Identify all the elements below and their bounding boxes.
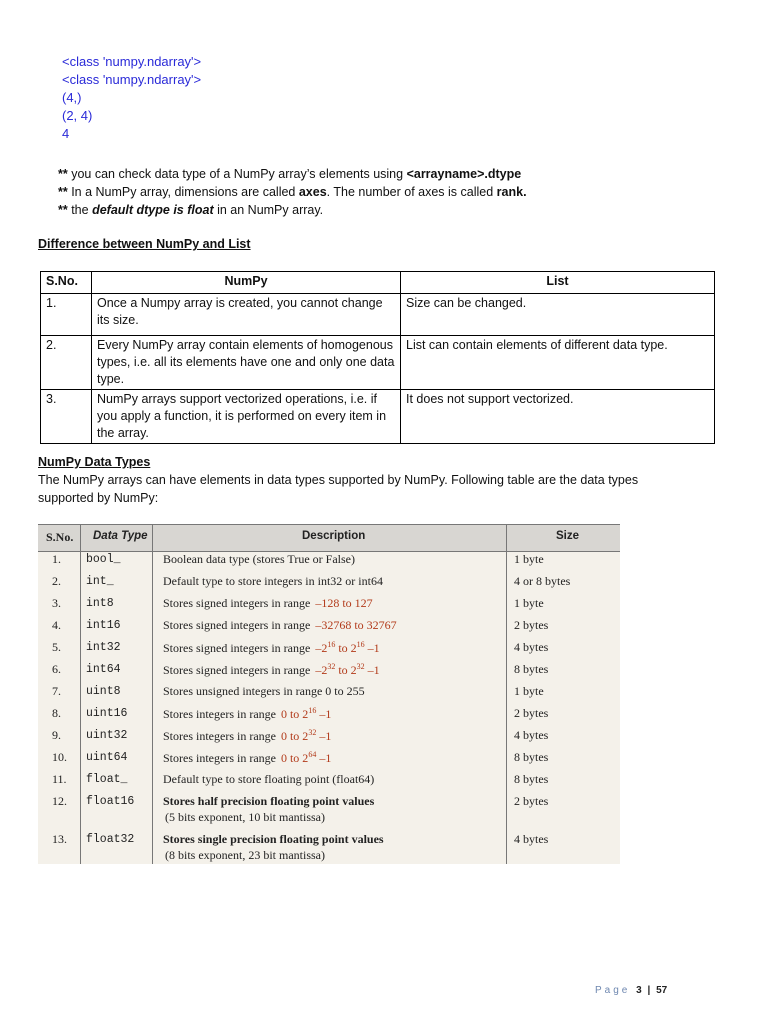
section-heading: NumPy Data Types	[38, 455, 151, 469]
dtype-header-sno: S.No.	[46, 530, 74, 544]
dtype-size: 4 bytes	[514, 640, 549, 654]
output-line: <class 'numpy.ndarray'>	[62, 54, 202, 69]
note-dtype: ** you can check data type of a NumPy array’s elements using <arrayname>.dtype	[58, 167, 522, 181]
dtype-sno: 9.	[52, 728, 61, 742]
dtype-size: 4 or 8 bytes	[514, 574, 571, 588]
dtype-name: uint64	[86, 751, 128, 764]
dtype-sno: 13.	[52, 832, 67, 846]
notes	[58, 165, 527, 219]
dtype-name: int32	[86, 641, 121, 654]
table-cell: List can contain elements of different data type.	[401, 336, 715, 390]
header-cell: NumPy	[92, 272, 401, 294]
output-line: <class 'numpy.ndarray'>	[62, 72, 202, 87]
dtype-name: int_	[86, 575, 114, 588]
table-cell: Every NumPy array contain elements of homogenous types, i.e. all its elements have one and only one data type.	[92, 336, 401, 390]
output-line: (2, 4)	[62, 108, 93, 123]
note-axes: ** In a NumPy array, dimensions are called axes. The number of axes is called rank.	[58, 185, 527, 199]
table-header-row	[41, 272, 715, 294]
comparison-table	[40, 271, 715, 444]
dtype-range: $-2^{16}$ to $2^{16}$ –1	[315, 640, 380, 655]
table-row	[41, 336, 715, 390]
dtype-sno: 3.	[52, 596, 61, 610]
dtype-sno: 11.	[52, 772, 67, 786]
dtype-size: 1 byte	[514, 596, 544, 610]
dtype-name: bool_	[86, 553, 121, 566]
dtype-description: Stores signed integers in range $-2^{16}$ to $2^{16}$ –1	[163, 640, 380, 655]
dtype-sno: 2.	[52, 574, 61, 588]
section-heading: Difference between NumPy and List	[38, 237, 251, 251]
dtype-name: int64	[86, 663, 121, 676]
dtype-sno: 8.	[52, 706, 61, 720]
table-cell: 1.	[41, 294, 92, 336]
dtype-name: uint32	[86, 729, 128, 742]
dtype-name: int8	[86, 597, 114, 610]
table-cell: NumPy arrays support vectorized operations, i.e. if you apply a function, it is performed on every item in the array.	[92, 390, 401, 444]
dtype-description: Stores signed integers in range –128 to 127	[163, 596, 373, 610]
dtype-sno: 1.	[52, 552, 61, 566]
dtype-header-size: Size	[556, 530, 580, 542]
code-output	[62, 53, 201, 143]
dtype-sno: 10.	[52, 750, 67, 764]
dtype-size: 1 byte	[514, 552, 544, 566]
dtype-description: Stores signed integers in range –32768 to 32767	[163, 618, 397, 632]
table-row	[41, 294, 715, 336]
dtype-description: Stores integers in range 0 to $2^{32}$ –1	[163, 728, 332, 743]
dtype-header-description: Description	[302, 530, 366, 542]
dtype-name: int16	[86, 619, 121, 632]
dtype-name: uint8	[86, 685, 121, 698]
dtype-header-type: Data Type	[93, 530, 148, 542]
note-default-dtype: ** the default dtype is float in an NumPy array.	[58, 203, 324, 217]
dtype-range: –32768 to 32767	[315, 618, 397, 632]
table-row	[41, 390, 715, 444]
table-cell: 2.	[41, 336, 92, 390]
page-footer: Page 3 | 57	[595, 985, 668, 996]
dtype-description: Stores integers in range 0 to $2^{64}$ –1	[163, 750, 332, 765]
dtype-name: float_	[86, 773, 128, 786]
dtype-description: Stores single precision floating point values	[163, 832, 384, 846]
output-line: 4	[62, 126, 70, 141]
dtype-range: $-2^{32}$ to $2^{32}$ –1	[315, 662, 380, 677]
section-intro: The NumPy arrays can have elements in data types supported by NumPy. Following table are the data types supported by NumPy:	[38, 473, 639, 505]
dtype-range: 0 to $2^{16}$ –1	[280, 706, 332, 721]
dtype-size: 8 bytes	[514, 772, 549, 786]
dtype-sno: 6.	[52, 662, 61, 676]
dtype-name: uint16	[86, 707, 128, 720]
header-cell: List	[401, 272, 715, 294]
dtype-name: float16	[86, 795, 135, 808]
dtype-description-detail: (8 bits exponent, 23 bit mantissa)	[165, 848, 325, 862]
dtype-description: Stores signed integers in range $-2^{32}$ to $2^{32}$ –1	[163, 662, 380, 677]
dtype-range: 0 to $2^{64}$ –1	[280, 750, 332, 765]
dtype-size: 1 byte	[514, 684, 544, 698]
dtype-size: 2 bytes	[514, 794, 549, 808]
dtype-name: float32	[86, 833, 135, 846]
table-cell: Size can be changed.	[401, 294, 715, 336]
table-cell: It does not support vectorized.	[401, 390, 715, 444]
column-divider	[152, 524, 153, 864]
dtype-size: 2 bytes	[514, 706, 549, 720]
dtype-description: Default type to store integers in int32 or int64	[163, 574, 383, 588]
dtype-range: –128 to 127	[315, 596, 373, 610]
dtype-description: Stores integers in range 0 to $2^{16}$ –1	[163, 706, 332, 721]
dtype-description-detail: (5 bits exponent, 10 bit mantissa)	[165, 810, 325, 824]
dtype-sno: 12.	[52, 794, 67, 808]
dtype-description: Default type to store floating point (float64)	[163, 772, 375, 786]
dtype-size: 2 bytes	[514, 618, 549, 632]
dtype-sno: 5.	[52, 640, 61, 654]
dtype-sno: 4.	[52, 618, 61, 632]
dtype-size: 8 bytes	[514, 662, 549, 676]
dtype-size: 4 bytes	[514, 728, 549, 742]
dtype-sno: 7.	[52, 684, 61, 698]
column-divider	[506, 524, 507, 864]
dtype-table-image	[38, 524, 620, 864]
output-line: (4,)	[62, 90, 82, 105]
dtype-size: 4 bytes	[514, 832, 549, 846]
dtype-description: Boolean data type (stores True or False)	[163, 552, 355, 566]
dtype-range: 0 to $2^{32}$ –1	[280, 728, 332, 743]
dtype-description: Stores unsigned integers in range 0 to 255	[163, 684, 365, 698]
table-cell: Once a Numpy array is created, you cannot change its size.	[92, 294, 401, 336]
dtype-size: 8 bytes	[514, 750, 549, 764]
header-cell: S.No.	[41, 272, 92, 294]
table-cell: 3.	[41, 390, 92, 444]
dtype-description: Stores half precision floating point values	[163, 794, 375, 808]
column-divider	[80, 524, 81, 864]
